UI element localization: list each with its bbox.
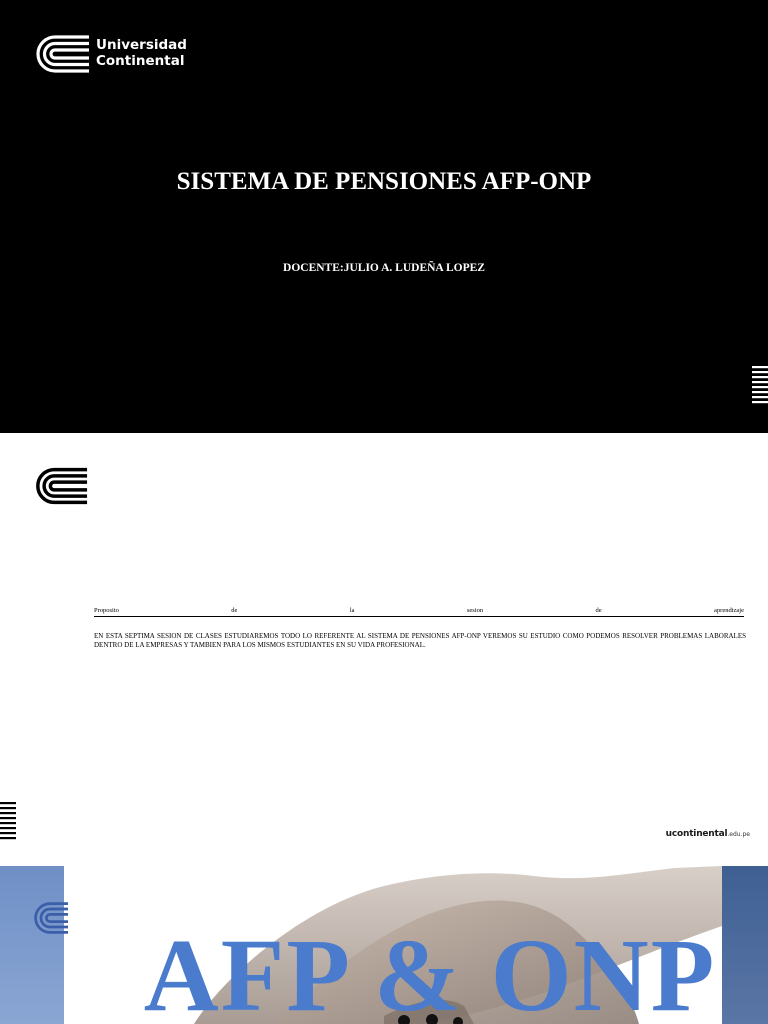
slide-title-text: SISTEMA DE PENSIONES AFP-ONP <box>176 168 592 195</box>
slide-afp-onp <box>0 866 768 1024</box>
purpose-heading <box>94 607 744 617</box>
website-suffix: .edu.pe <box>727 831 750 838</box>
purpose-word: la <box>349 607 355 614</box>
slide-title <box>0 0 768 433</box>
uc-logo-icon <box>33 33 91 75</box>
afp-onp-headline: AFP & ONP <box>143 918 717 1024</box>
website-url <box>666 828 750 841</box>
bars-icon <box>752 366 768 406</box>
purpose-word: de <box>231 607 238 614</box>
bars-icon <box>0 802 16 842</box>
brand-line-2: Continental <box>96 53 185 69</box>
website-main: ucontinental <box>665 829 728 839</box>
purpose-description: EN ESTA SEPTIMA SESION DE CLASES ESTUDIAREMOS TODO LO REFERENTE AL SISTEMA DE PENSIONES AFP-ONP VEREMOS SU ESTUDIO COMO PODEMOS RESOLVER PROBLEMAS LABORALES DENTRO DE LA EMPRESAS Y TAMBIEN PARA LOS MISMOS ESTUDIANTES EN SU VIDA PROFESIONAL. <box>94 632 746 649</box>
teacher-name: DOCENTE:JULIO A. LUDEÑA LOPEZ <box>283 262 485 274</box>
purpose-word: sesion <box>466 607 484 614</box>
brand-line-1: Universidad <box>96 37 187 53</box>
slide-purpose <box>0 433 768 866</box>
purpose-word: de <box>595 607 602 614</box>
uc-logo-icon <box>33 465 89 507</box>
brand-name <box>96 37 187 69</box>
purpose-word: aprendizaje <box>714 607 744 614</box>
purpose-word: Proposito <box>94 607 119 614</box>
